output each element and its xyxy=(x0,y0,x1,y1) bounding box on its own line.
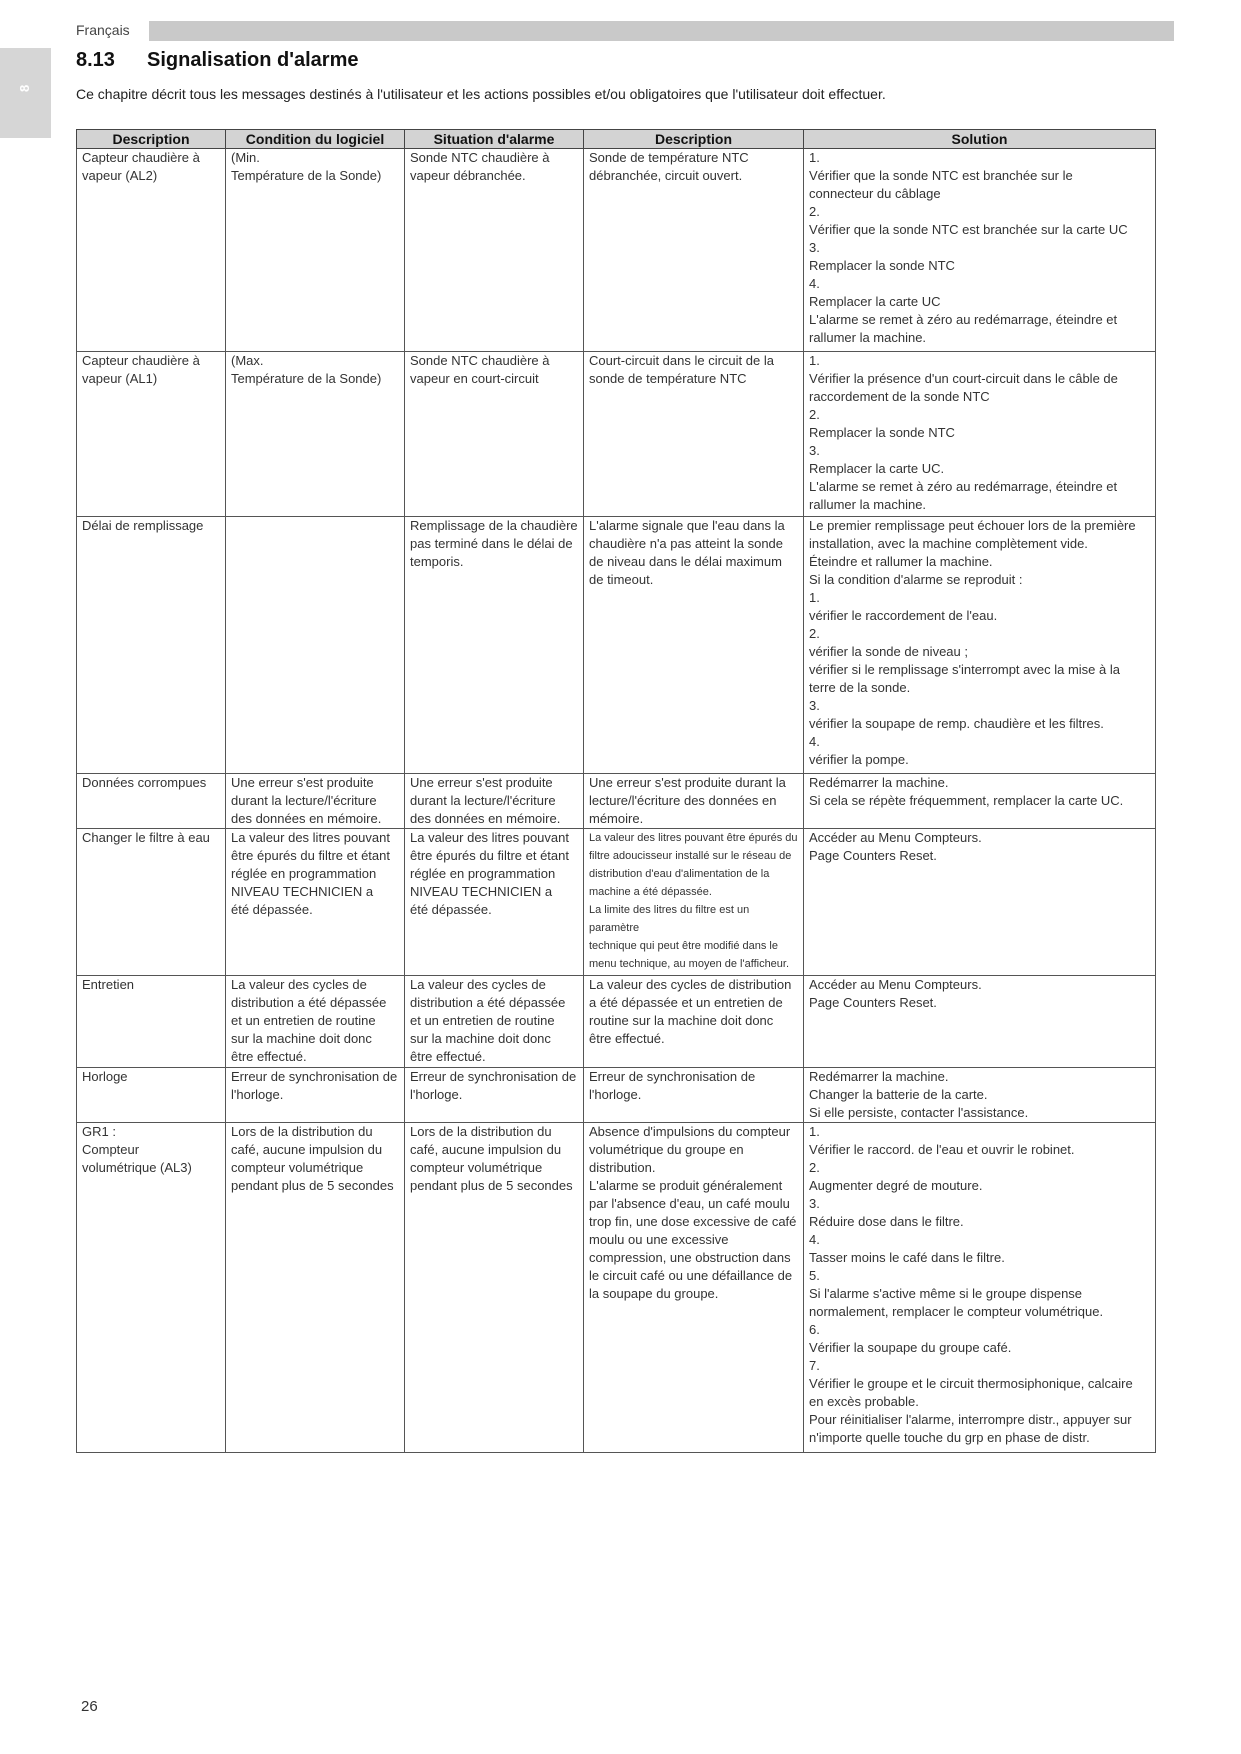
cell-text-line: Si la condition d'alarme se reproduit : xyxy=(809,572,1023,587)
cell-text-line: café, aucune impulsion du xyxy=(410,1142,562,1157)
cell-text-line: en excès probable. xyxy=(809,1394,919,1409)
header-bar xyxy=(149,21,1174,41)
cell-text-line: durant la lecture/l'écriture xyxy=(410,793,556,808)
cell-text-line: technique qui peut être modifié dans le xyxy=(589,940,778,952)
cell-text-line: 2. xyxy=(809,407,820,422)
cell-description-detail xyxy=(584,774,804,829)
cell-text-line: NIVEAU TECHNICIEN a xyxy=(231,884,374,899)
header-alarm-situation: Situation d'alarme xyxy=(405,130,584,149)
cell-text-line: l'horloge. xyxy=(410,1087,463,1102)
cell-solution xyxy=(804,352,1156,517)
table-row xyxy=(77,352,1156,517)
cell-text-line: Pour réinitialiser l'alarme, interrompre distr., appuyer sur xyxy=(809,1412,1132,1427)
cell-text-line: 4. xyxy=(809,276,820,291)
cell-text-line: Capteur chaudière à xyxy=(82,353,200,368)
cell-text-line: 2. xyxy=(809,626,820,641)
cell-software-condition xyxy=(226,976,405,1068)
cell-text-line: La valeur des litres pouvant être épurés du xyxy=(589,832,798,844)
cell-text-line: Changer la batterie de la carte. xyxy=(809,1087,988,1102)
cell-description-detail xyxy=(584,149,804,352)
cell-description xyxy=(77,149,226,352)
cell-text-line: 3. xyxy=(809,1196,820,1211)
cell-text-line: Température de la Sonde) xyxy=(231,371,382,386)
cell-text-line: vérifier la sonde de niveau ; xyxy=(809,644,968,659)
cell-text-line: vapeur (AL2) xyxy=(82,168,158,183)
cell-text-line: rallumer la machine. xyxy=(809,497,927,512)
alarm-table xyxy=(76,129,1156,1453)
cell-alarm-situation xyxy=(405,1123,584,1453)
cell-text-line: Sonde NTC chaudière à xyxy=(410,150,550,165)
cell-solution xyxy=(804,517,1156,774)
cell-text-line: des données en mémoire. xyxy=(231,811,382,826)
cell-text-line: GR1 : xyxy=(82,1124,116,1139)
cell-text-line: chaudière n'a pas atteint la sonde xyxy=(589,536,784,551)
cell-text-line: Une erreur s'est produite durant la xyxy=(589,775,786,790)
cell-text-line: machine a été dépassée. xyxy=(589,886,712,898)
cell-description xyxy=(77,829,226,976)
cell-text-line: Vérifier que la sonde NTC est branchée sur la carte UC xyxy=(809,222,1128,237)
cell-text-line: sur la machine doit donc xyxy=(410,1031,551,1046)
cell-solution xyxy=(804,774,1156,829)
cell-text-line: être effectué. xyxy=(231,1049,307,1064)
cell-text-line: 1. xyxy=(809,150,820,165)
cell-description xyxy=(77,517,226,774)
cell-text-line: être effectué. xyxy=(410,1049,486,1064)
cell-text-line: compteur volumétrique xyxy=(410,1160,543,1175)
cell-solution xyxy=(804,976,1156,1068)
cell-text-line: 3. xyxy=(809,240,820,255)
cell-text-line: l'horloge. xyxy=(231,1087,284,1102)
cell-text-line: La valeur des litres pouvant xyxy=(410,830,569,845)
cell-text-line: connecteur du câblage xyxy=(809,186,941,201)
cell-description xyxy=(77,1123,226,1453)
table-row xyxy=(77,829,1156,976)
cell-text-line: et un entretien de routine xyxy=(410,1013,555,1028)
cell-text-line: distribution d'eau d'alimentation de la xyxy=(589,868,770,880)
cell-text-line: NIVEAU TECHNICIEN a xyxy=(410,884,553,899)
cell-text-line: 1. xyxy=(809,353,820,368)
cell-text-line: volumétrique du groupe en xyxy=(589,1142,744,1157)
cell-text-line: Remplacer la carte UC xyxy=(809,294,941,309)
cell-text-line: pendant plus de 5 secondes xyxy=(410,1178,573,1193)
cell-software-condition xyxy=(226,149,405,352)
cell-text-line: Le premier remplissage peut échouer lors de la première xyxy=(809,518,1136,533)
cell-text-line: rallumer la machine. xyxy=(809,330,927,345)
cell-text-line: mémoire. xyxy=(589,811,644,826)
cell-software-condition xyxy=(226,1068,405,1123)
cell-text-line: Sonde de température NTC xyxy=(589,150,749,165)
cell-text-line: Vérifier le raccord. de l'eau et ouvrir le robinet. xyxy=(809,1142,1075,1157)
cell-text-line: temporis. xyxy=(410,554,464,569)
cell-alarm-situation xyxy=(405,517,584,774)
cell-description xyxy=(77,774,226,829)
cell-text-line: Redémarrer la machine. xyxy=(809,775,949,790)
cell-text-line: 4. xyxy=(809,1232,820,1247)
cell-text-line: Remplacer la sonde NTC xyxy=(809,258,955,273)
cell-text-line: filtre adoucisseur installé sur le réseau de xyxy=(589,850,792,862)
cell-text-line: vapeur débranchée. xyxy=(410,168,526,183)
cell-solution xyxy=(804,149,1156,352)
cell-text-line: Données corrompues xyxy=(82,775,207,790)
cell-software-condition xyxy=(226,517,405,774)
table-row xyxy=(77,517,1156,774)
cell-description xyxy=(77,352,226,517)
cell-text-line: Si l'alarme s'active même si le groupe dispense xyxy=(809,1286,1083,1301)
table-row xyxy=(77,976,1156,1068)
cell-text-line: Remplissage de la chaudière xyxy=(410,518,578,533)
cell-text-line: pendant plus de 5 secondes xyxy=(231,1178,394,1193)
cell-text-line: Vérifier la soupape du groupe café. xyxy=(809,1340,1012,1355)
cell-text-line: L'alarme signale que l'eau dans la xyxy=(589,518,785,533)
cell-alarm-situation xyxy=(405,976,584,1068)
cell-text-line: de timeout. xyxy=(589,572,654,587)
table-row xyxy=(77,1123,1156,1453)
cell-text-line: L'alarme se produit généralement xyxy=(589,1178,783,1193)
cell-text-line: Température de la Sonde) xyxy=(231,168,382,183)
cell-text-line: distribution a été dépassée xyxy=(410,995,566,1010)
cell-text-line: l'horloge. xyxy=(589,1087,642,1102)
cell-text-line: volumétrique (AL3) xyxy=(82,1160,192,1175)
cell-text-line: Une erreur s'est produite xyxy=(231,775,374,790)
cell-description xyxy=(77,1068,226,1123)
cell-text-line: normalement, remplacer le compteur volumétrique. xyxy=(809,1304,1104,1319)
cell-text-line: sonde de température NTC xyxy=(589,371,747,386)
cell-text-line: par l'absence d'eau, un café moulu xyxy=(589,1196,790,1211)
cell-text-line: Absence d'impulsions du compteur xyxy=(589,1124,791,1139)
cell-text-line: Changer le filtre à eau xyxy=(82,830,210,845)
cell-text-line: Si elle persiste, contacter l'assistance. xyxy=(809,1105,1029,1120)
cell-text-line: La valeur des cycles de distribution xyxy=(589,977,792,992)
cell-alarm-situation xyxy=(405,1068,584,1123)
cell-text-line: vérifier la pompe. xyxy=(809,752,909,767)
cell-text-line: Lors de la distribution du xyxy=(231,1124,373,1139)
section-title: Signalisation d'alarme xyxy=(147,49,359,71)
cell-text-line: Erreur de synchronisation de xyxy=(589,1069,756,1084)
cell-text-line: 4. xyxy=(809,734,820,749)
cell-software-condition xyxy=(226,1123,405,1453)
cell-text-line: 1. xyxy=(809,590,820,605)
cell-software-condition xyxy=(226,774,405,829)
cell-text-line: Redémarrer la machine. xyxy=(809,1069,949,1084)
cell-text-line: 3. xyxy=(809,443,820,458)
cell-text-line: durant la lecture/l'écriture xyxy=(231,793,377,808)
cell-description-detail xyxy=(584,1068,804,1123)
cell-alarm-situation xyxy=(405,829,584,976)
cell-software-condition xyxy=(226,829,405,976)
chapter-side-tab xyxy=(0,48,51,138)
cell-text-line: La limite des litres du filtre est un paramètre xyxy=(589,904,750,934)
cell-text-line: vapeur (AL1) xyxy=(82,371,158,386)
cell-text-line: vérifier la soupape de remp. chaudière et les filtres. xyxy=(809,716,1104,731)
cell-text-line: 3. xyxy=(809,698,820,713)
cell-text-line: (Min. xyxy=(231,150,260,165)
cell-text-line: Éteindre et rallumer la machine. xyxy=(809,554,993,569)
cell-text-line: réglée en programmation xyxy=(410,866,556,881)
cell-alarm-situation xyxy=(405,352,584,517)
cell-alarm-situation xyxy=(405,149,584,352)
cell-text-line: Entretien xyxy=(82,977,135,992)
cell-text-line: vérifier le raccordement de l'eau. xyxy=(809,608,998,623)
cell-text-line: Accéder au Menu Compteurs. xyxy=(809,977,982,992)
cell-text-line: La valeur des cycles de xyxy=(410,977,546,992)
cell-text-line: 2. xyxy=(809,1160,820,1175)
cell-text-line: Augmenter degré de mouture. xyxy=(809,1178,983,1193)
section-intro: Ce chapitre décrit tous les messages destinés à l'utilisateur et les actions possibles et/ou obligatoires que l'utilisateur doit effectuer. xyxy=(76,86,886,102)
cell-text-line: trop fin, une dose excessive de café xyxy=(589,1214,797,1229)
cell-text-line: des données en mémoire. xyxy=(410,811,561,826)
cell-text-line: Si cela se répète fréquemment, remplacer la carte UC. xyxy=(809,793,1124,808)
header-description: Description xyxy=(77,130,226,149)
cell-text-line: (Max. xyxy=(231,353,264,368)
cell-text-line: Remplacer la carte UC. xyxy=(809,461,945,476)
cell-text-line: moulu ou une excessive xyxy=(589,1232,729,1247)
cell-text-line: pas terminé dans le délai de xyxy=(410,536,573,551)
cell-text-line: café, aucune impulsion du xyxy=(231,1142,383,1157)
cell-text-line: Court-circuit dans le circuit de la xyxy=(589,353,774,368)
cell-text-line: débranchée, circuit ouvert. xyxy=(589,168,743,183)
cell-text-line: compteur volumétrique xyxy=(231,1160,364,1175)
table-row xyxy=(77,1068,1156,1123)
cell-text-line: de niveau dans le délai maximum xyxy=(589,554,782,569)
cell-text-line: n'importe quelle touche du grp en phase de distr. xyxy=(809,1430,1090,1445)
cell-text-line: Tasser moins le café dans le filtre. xyxy=(809,1250,1005,1265)
header-solution: Solution xyxy=(804,130,1156,149)
cell-text-line: raccordement de la sonde NTC xyxy=(809,389,990,404)
cell-text-line: Erreur de synchronisation de xyxy=(410,1069,577,1084)
cell-text-line: Compteur xyxy=(82,1142,140,1157)
cell-text-line: 6. xyxy=(809,1322,820,1337)
cell-text-line: être épurés du filtre et étant xyxy=(410,848,569,863)
header-software-condition: Condition du logiciel xyxy=(226,130,405,149)
cell-text-line: 2. xyxy=(809,204,820,219)
cell-text-line: vérifier si le remplissage s'interrompt avec la mise à la xyxy=(809,662,1120,677)
cell-text-line: distribution. xyxy=(589,1160,656,1175)
cell-text-line: Remplacer la sonde NTC xyxy=(809,425,955,440)
table-row xyxy=(77,774,1156,829)
language-label: Français xyxy=(76,22,130,38)
cell-text-line: été dépassée. xyxy=(410,902,492,917)
cell-text-line: et un entretien de routine xyxy=(231,1013,376,1028)
cell-text-line: L'alarme se remet à zéro au redémarrage, éteindre et xyxy=(809,479,1118,494)
header-description-detail: Description xyxy=(584,130,804,149)
cell-text-line: été dépassée. xyxy=(231,902,313,917)
chapter-number: 8 xyxy=(17,84,32,92)
cell-text-line: Capteur chaudière à xyxy=(82,150,200,165)
cell-solution xyxy=(804,829,1156,976)
cell-text-line: Accéder au Menu Compteurs. xyxy=(809,830,982,845)
cell-text-line: vapeur en court-circuit xyxy=(410,371,539,386)
cell-text-line: la soupape du groupe. xyxy=(589,1286,719,1301)
cell-text-line: lecture/l'écriture des données en xyxy=(589,793,777,808)
table-header-row xyxy=(77,130,1156,149)
cell-text-line: Erreur de synchronisation de xyxy=(231,1069,398,1084)
section-number: 8.13 xyxy=(76,49,115,71)
cell-text-line: L'alarme se remet à zéro au redémarrage, éteindre et xyxy=(809,312,1118,327)
page-number: 26 xyxy=(81,1698,98,1715)
cell-text-line: terre de la sonde. xyxy=(809,680,911,695)
cell-text-line: a été dépassée et un entretien de xyxy=(589,995,783,1010)
cell-description-detail xyxy=(584,829,804,976)
cell-description-detail xyxy=(584,352,804,517)
cell-text-line: Lors de la distribution du xyxy=(410,1124,552,1139)
cell-description xyxy=(77,976,226,1068)
cell-text-line: Vérifier le groupe et le circuit thermosiphonique, calcaire xyxy=(809,1376,1133,1391)
cell-text-line: être effectué. xyxy=(589,1031,665,1046)
cell-text-line: réglée en programmation xyxy=(231,866,377,881)
cell-text-line: sur la machine doit donc xyxy=(231,1031,372,1046)
cell-text-line: Une erreur s'est produite xyxy=(410,775,553,790)
cell-text-line: compression, une obstruction dans xyxy=(589,1250,791,1265)
cell-alarm-situation xyxy=(405,774,584,829)
cell-text-line: installation, avec la machine complètement vide. xyxy=(809,536,1088,551)
cell-solution xyxy=(804,1123,1156,1453)
cell-software-condition xyxy=(226,352,405,517)
cell-solution xyxy=(804,1068,1156,1123)
cell-text-line: 5. xyxy=(809,1268,820,1283)
cell-text-line: La valeur des cycles de xyxy=(231,977,367,992)
cell-text-line: Vérifier que la sonde NTC est branchée sur le xyxy=(809,168,1073,183)
cell-text-line: Page Counters Reset. xyxy=(809,848,937,863)
cell-text-line: Sonde NTC chaudière à xyxy=(410,353,550,368)
cell-text-line: Réduire dose dans le filtre. xyxy=(809,1214,964,1229)
cell-description-detail xyxy=(584,976,804,1068)
cell-description-detail xyxy=(584,517,804,774)
cell-text-line: distribution a été dépassée xyxy=(231,995,387,1010)
cell-text-line: 1. xyxy=(809,1124,820,1139)
cell-text-line: Délai de remplissage xyxy=(82,518,204,533)
cell-description-detail xyxy=(584,1123,804,1453)
cell-text-line: 7. xyxy=(809,1358,820,1373)
cell-text-line: Horloge xyxy=(82,1069,128,1084)
table-row xyxy=(77,149,1156,352)
cell-text-line: routine sur la machine doit donc xyxy=(589,1013,774,1028)
cell-text-line: menu technique, au moyen de l'afficheur. xyxy=(589,958,790,970)
cell-text-line: Page Counters Reset. xyxy=(809,995,937,1010)
cell-text-line: le circuit café ou une défaillance de xyxy=(589,1268,793,1283)
cell-text-line: être épurés du filtre et étant xyxy=(231,848,390,863)
cell-text-line: Vérifier la présence d'un court-circuit dans le câble de xyxy=(809,371,1118,386)
cell-text-line: La valeur des litres pouvant xyxy=(231,830,390,845)
